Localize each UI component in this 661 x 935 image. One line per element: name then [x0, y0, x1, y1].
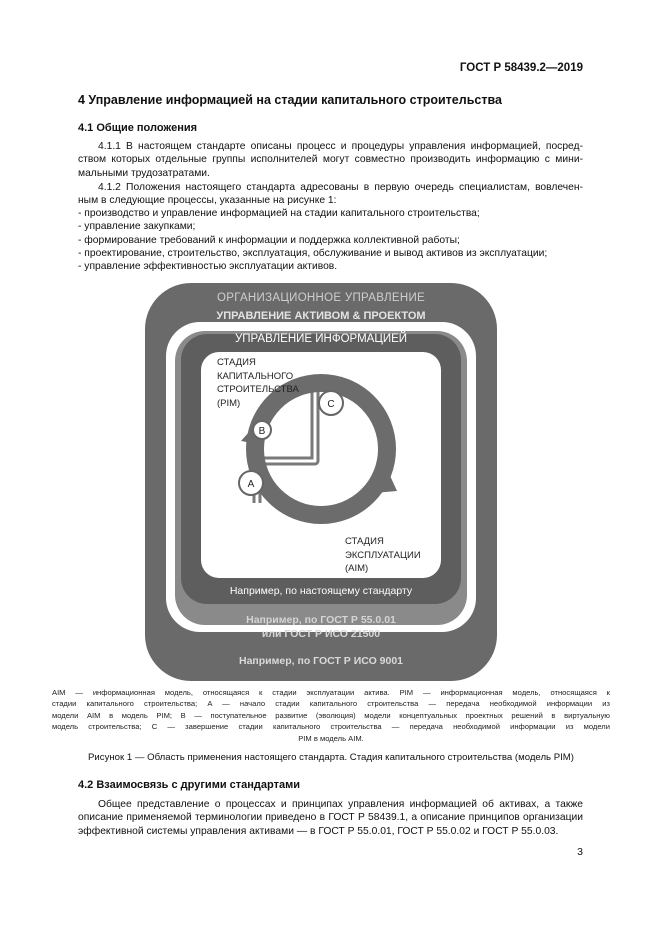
scope-diagram	[145, 283, 497, 681]
marker-a: A	[247, 479, 255, 490]
figure-legend: AIM — информационная модель, относящаяся к стадии эксплуатации актива. PIM — информационная модель, относящаяся к стадии капитального строительства; A — начало стадии капитального строительства — передача необходимой информации из модели AIM в модель PIM; B — поступательное развитие (эволюция) модели концептуальных проектных решений в виртуальную модель строительства; C — завершение стадии капитального строительства — передача необходимой информации из модели PIM в модель AIM.	[52, 688, 610, 743]
information-management-label: УПРАВЛЕНИЕ ИНФОРМАЦИЕЙ	[234, 333, 408, 345]
paragraph-4-2: Общее представление о процессах и принципах управления информацией об активах, а также описание применяемой терминологии приведено в ГОСТ Р 58439.1, а описание принципов организации эффективной системы управления активами — в ГОСТ Р 55.0.01, ГОСТ Р 55.0.02 и ГОСТ Р 55.0.03.	[78, 799, 583, 837]
marker-b: B	[258, 426, 266, 437]
stage-aim-label: СТАДИЯ ЭКСПЛУАТАЦИИ (AIM)	[345, 536, 421, 574]
organizational-management-example: Например, по ГОСТ Р ИСО 9001	[238, 655, 404, 667]
p412-line-2: ным в следующие процессы, указанные на рисунке 1:	[78, 195, 337, 207]
information-management-example: Например, по настоящему стандарту	[229, 585, 413, 597]
list-item: - формирование требований к информации и поддержка коллективной работы;	[78, 234, 460, 246]
list-item: - проектирование, строительство, эксплуатация, обслуживание и вывод активов из эксплуатации;	[78, 247, 548, 259]
list-item: - управление эффективностью эксплуатации активов.	[78, 261, 338, 273]
organizational-management-label: ОРГАНИЗАЦИОННОЕ УПРАВЛЕНИЕ	[216, 292, 425, 304]
marker-c: C	[327, 399, 335, 410]
list-item: - управление закупками;	[78, 221, 196, 233]
figure-caption: Рисунок 1 — Область применения настоящего стандарта. Стадия капитального строительства (модель PIM)	[88, 752, 574, 763]
p411-line-1: 4.1.1 В настоящем стандарте описаны процесс и процедуры управления информацией, посред-	[98, 141, 583, 152]
asset-project-management-label: УПРАВЛЕНИЕ АКТИВОМ & ПРОЕКТОМ	[216, 310, 426, 322]
section-4-title: 4 Управление информацией на стадии капитального строительства	[78, 93, 502, 107]
list-item: - производство и управление информацией на стадии капитального строительства;	[78, 208, 480, 219]
paragraph-4-1-1	[78, 140, 583, 180]
process-list	[78, 207, 547, 273]
paragraph-4-1-2	[78, 181, 583, 208]
asset-management-example-1: Например, по ГОСТ Р 55.0.01	[246, 614, 396, 626]
p411-line-3: мальными трудозатратами.	[78, 167, 210, 179]
document-id-header: ГОСТ Р 58439.2—2019	[459, 62, 583, 74]
page-number: 3	[577, 846, 583, 858]
section-4-1-title: 4.1 Общие положения	[78, 122, 198, 134]
stage-pim-label: СТАДИЯ КАПИТАЛЬНОГО СТРОИТЕЛЬСТВА (PIM)	[217, 357, 299, 409]
asset-management-example-2: или ГОСТ Р ИСО 21500	[261, 628, 381, 640]
p411-line-2: ством которых отдельные группы исполнителей могут совместно производить информацию с мини-	[78, 154, 583, 166]
section-4-2-title: 4.2 Взаимосвязь с другими стандартами	[78, 779, 300, 791]
p412-line-1: 4.1.2 Положения настоящего стандарта адресованы в первую очередь специалистам, вовлечен-	[98, 182, 583, 193]
